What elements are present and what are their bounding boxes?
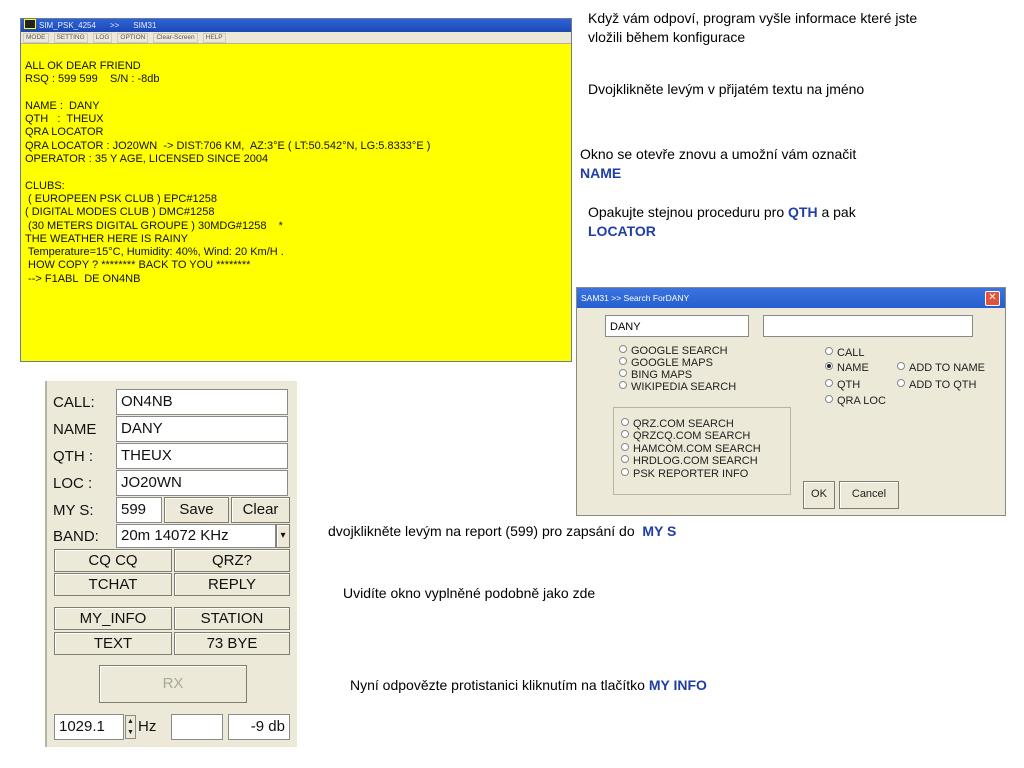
- note-keyword-name: NAME: [580, 165, 622, 181]
- clear-button[interactable]: Clear: [231, 497, 290, 523]
- option-label: NAME: [837, 362, 869, 374]
- option-psk-reporter[interactable]: [621, 468, 748, 480]
- radio-icon[interactable]: [621, 418, 629, 426]
- ok-button[interactable]: OK: [803, 481, 835, 509]
- sim-title-sep: >>: [109, 21, 120, 30]
- rx-line[interactable]: RSQ : 599 599 S/N : -8db: [25, 73, 160, 86]
- chevron-down-icon[interactable]: ▾: [276, 524, 290, 548]
- note-repeat-mid: a pak: [821, 204, 856, 220]
- loc-field[interactable]: JO20WN: [116, 470, 288, 496]
- search-dialog: [576, 287, 1006, 516]
- note-double-click-name: Dvojklikněte levým v přijatém textu na jméno: [588, 81, 865, 97]
- rx-line[interactable]: --> F1ABL DE ON4NB: [25, 272, 141, 285]
- sn-field-blank[interactable]: [171, 714, 223, 740]
- option-label: BING MAPS: [631, 369, 693, 381]
- mys-label: MY S:: [53, 502, 94, 519]
- option-qrz-com[interactable]: [621, 418, 734, 430]
- frequency-spinner[interactable]: [125, 715, 136, 739]
- option-google-search[interactable]: [619, 345, 728, 357]
- option-label: QRA LOC: [837, 395, 886, 407]
- band-label: BAND:: [53, 528, 99, 545]
- sim-title-app: SIM_PSK_4254: [39, 21, 96, 30]
- option-label: QTH: [837, 379, 861, 391]
- rx-line[interactable]: ( EUROPEEN PSK CLUB ) EPC#1258: [25, 192, 217, 205]
- qth-field[interactable]: THEUX: [116, 443, 288, 469]
- option-label: WIKIPEDIA SEARCH: [631, 381, 737, 393]
- note-repeat-text: Opakujte stejnou proceduru pro: [588, 204, 785, 220]
- rx-line[interactable]: Temperature=15°C, Humidity: 40%, Wind: 20 Km/H .: [25, 246, 284, 259]
- option-label: HRDLOG.COM SEARCH: [633, 455, 758, 467]
- option-label: CALL: [837, 347, 865, 359]
- close-icon[interactable]: ✕: [985, 291, 1000, 306]
- option-google-maps[interactable]: [619, 357, 713, 369]
- sim-title-bar: [21, 19, 571, 32]
- note-repeat-procedure: [588, 203, 1008, 241]
- option-label: GOOGLE MAPS: [631, 357, 713, 369]
- radio-icon[interactable]: [897, 379, 905, 387]
- call-label: CALL:: [53, 394, 95, 411]
- radio-icon[interactable]: [621, 430, 629, 438]
- option-qra-loc[interactable]: [825, 395, 886, 407]
- qth-label: QTH :: [53, 448, 93, 465]
- radio-icon[interactable]: [621, 443, 629, 451]
- radio-icon[interactable]: [619, 357, 627, 365]
- radio-selected-icon[interactable]: [825, 362, 833, 370]
- note-report-text: dvojklikněte levým na report (599) pro zapsání do: [328, 523, 635, 539]
- note-reply-info: Když vám odpoví, program vyšle informace které jste vložili během konfigurace: [588, 10, 918, 45]
- option-call[interactable]: [825, 347, 865, 359]
- hz-label: Hz: [138, 718, 157, 735]
- 73-bye-button[interactable]: 73 BYE: [174, 632, 290, 655]
- note-window-opens-text: Okno se otevře znovu a umožní vám označit: [580, 146, 857, 162]
- loc-label: LOC :: [53, 475, 93, 492]
- option-label: QRZ.COM SEARCH: [633, 418, 734, 430]
- option-label: ADD TO NAME: [909, 362, 985, 374]
- rx-line[interactable]: QRA LOCATOR: [25, 126, 104, 139]
- radio-icon[interactable]: [619, 381, 627, 389]
- radio-icon[interactable]: [897, 362, 905, 370]
- rx-line[interactable]: CLUBS:: [25, 179, 65, 192]
- cancel-button[interactable]: Cancel: [839, 481, 899, 509]
- option-bing-maps[interactable]: [619, 369, 692, 381]
- rx-line[interactable]: (30 METERS DIGITAL GROUPE ) 30MDG#1258 *: [25, 219, 283, 232]
- option-add-to-qth[interactable]: [897, 379, 976, 391]
- call-field[interactable]: ON4NB: [116, 389, 288, 415]
- option-qth[interactable]: [825, 379, 860, 391]
- radio-icon[interactable]: [619, 369, 627, 377]
- save-button[interactable]: Save: [164, 497, 229, 523]
- note-reply-my-info: [350, 676, 950, 695]
- note-keyword-my-info: MY INFO: [648, 677, 707, 693]
- rx-line[interactable]: ALL OK DEAR FRIEND: [25, 60, 141, 72]
- search-extra-input[interactable]: [763, 315, 973, 337]
- spin-up-icon[interactable]: ▲: [127, 718, 134, 725]
- menu-mode[interactable]: MODE: [23, 33, 49, 43]
- tchat-button[interactable]: TCHAT: [54, 573, 172, 596]
- rx-line[interactable]: QRA LOCATOR : JO20WN -> DIST:706 KM, AZ:3°E ( LT:50.542°N, LG:5.8333°E ): [25, 139, 431, 152]
- option-label: QRZCQ.COM SEARCH: [633, 430, 751, 442]
- radio-icon[interactable]: [621, 468, 629, 476]
- received-text-area[interactable]: [21, 44, 571, 286]
- name-field[interactable]: DANY: [116, 416, 288, 442]
- radio-icon[interactable]: [825, 379, 833, 387]
- app-logo-icon: [24, 19, 36, 29]
- option-add-to-name[interactable]: [897, 362, 985, 374]
- menu-option[interactable]: OPTION: [117, 33, 148, 43]
- name-label: NAME: [53, 421, 97, 438]
- option-qrzcq-com[interactable]: [621, 430, 750, 442]
- rx-line[interactable]: [25, 166, 571, 179]
- mys-field[interactable]: 599: [116, 497, 162, 523]
- option-label: GOOGLE SEARCH: [631, 345, 728, 357]
- dialog-title-bar: [577, 288, 1005, 308]
- menu-clear-screen[interactable]: Clear-Screen: [153, 33, 197, 43]
- menu-help[interactable]: HELP: [203, 33, 226, 43]
- sim-title-ver: SIM31: [133, 21, 157, 30]
- option-wikipedia-search[interactable]: [619, 381, 736, 393]
- option-label: HAMCOM.COM SEARCH: [633, 443, 761, 455]
- radio-icon[interactable]: [621, 455, 629, 463]
- frequency-field[interactable]: 1029.1: [54, 714, 124, 740]
- rx-line[interactable]: ( DIGITAL MODES CLUB ) DMC#1258: [25, 206, 215, 219]
- rx-line[interactable]: OPERATOR : 35 Y AGE, LICENSED SINCE 2004: [25, 153, 269, 166]
- menu-setting[interactable]: SETTING: [54, 33, 88, 43]
- my-info-button[interactable]: MY_INFO: [54, 607, 172, 630]
- station-button[interactable]: STATION: [174, 607, 290, 630]
- sim-psk-window: [20, 18, 572, 362]
- note-keyword-qth: QTH: [788, 204, 818, 220]
- band-select[interactable]: 20m 14072 KHz: [116, 524, 276, 548]
- reply-button[interactable]: REPLY: [174, 573, 290, 596]
- rx-line[interactable]: HOW COPY ? ******** BACK TO YOU ********: [25, 259, 251, 272]
- note-window-filled: Uvidíte okno vyplněné podobně jako zde: [343, 585, 596, 601]
- radio-icon[interactable]: [825, 395, 833, 403]
- dialog-title: SAM31 >> Search ForDANY: [581, 293, 690, 303]
- note-my-info-text: Nyní odpovězte protistanici kliknutím na tlačítko: [350, 677, 645, 693]
- text-button[interactable]: TEXT: [54, 632, 172, 655]
- option-name[interactable]: [825, 362, 869, 374]
- qrz-button[interactable]: QRZ?: [174, 549, 290, 572]
- note-window-opens: [580, 145, 1000, 183]
- note-keyword-mys: MY S: [642, 523, 677, 539]
- search-term-input[interactable]: DANY: [605, 315, 749, 337]
- station-panel: [45, 381, 297, 747]
- option-hamcom-com[interactable]: [621, 443, 761, 455]
- option-label: ADD TO QTH: [909, 379, 977, 391]
- spin-down-icon[interactable]: ▼: [127, 729, 134, 736]
- note-double-click-report: [328, 522, 928, 541]
- option-label: PSK REPORTER INFO: [633, 468, 749, 480]
- cq-cq-button[interactable]: CQ CQ: [54, 549, 172, 572]
- rx-line[interactable]: [25, 87, 571, 100]
- rx-line[interactable]: QTH : THEUX: [25, 113, 104, 126]
- note-keyword-locator: LOCATOR: [588, 223, 656, 239]
- sim-menu-bar: [21, 32, 571, 44]
- radio-icon[interactable]: [825, 347, 833, 355]
- rx-button[interactable]: RX: [99, 665, 247, 703]
- rx-line[interactable]: THE WEATHER HERE IS RAINY: [25, 232, 188, 245]
- menu-log[interactable]: LOG: [93, 33, 113, 43]
- db-field[interactable]: -9 db: [228, 714, 290, 740]
- option-hrdlog-com[interactable]: [621, 455, 758, 467]
- rx-line[interactable]: NAME : DANY: [25, 99, 100, 112]
- radio-icon[interactable]: [619, 345, 627, 353]
